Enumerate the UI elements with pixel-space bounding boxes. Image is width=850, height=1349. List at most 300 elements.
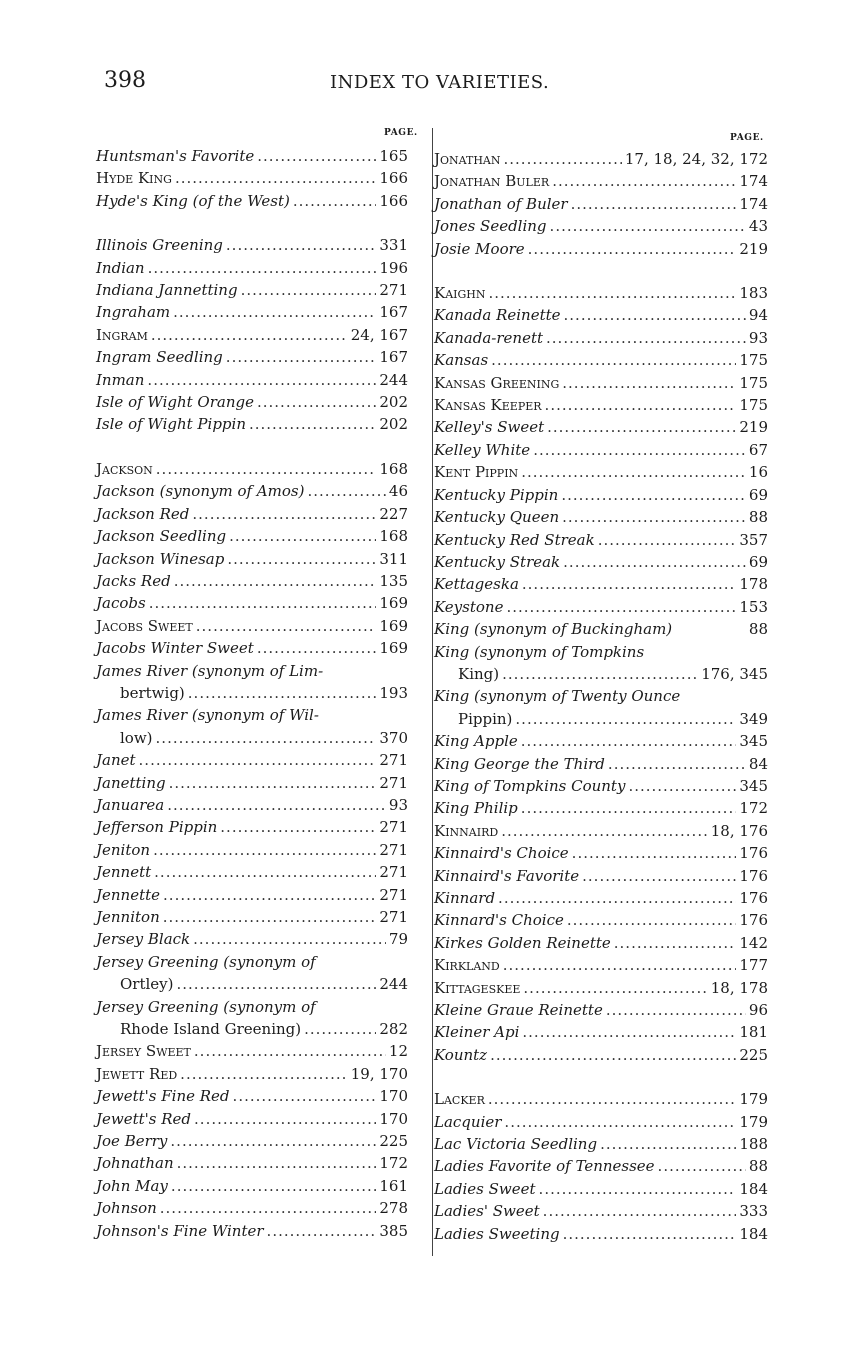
entry-page: 202 <box>379 393 408 412</box>
entry-page: 175 <box>739 373 768 392</box>
entry-name: Kentucky Streak <box>434 552 561 571</box>
entry-name: Kansas <box>434 351 489 370</box>
entry-name: Janet <box>96 751 136 770</box>
entry-name: Kinnaird <box>434 821 499 840</box>
index-entry <box>434 820 768 842</box>
dot-leader <box>170 1130 376 1152</box>
entry-name: Johnson <box>96 1199 157 1218</box>
index-entry <box>434 618 768 640</box>
index-entry <box>96 682 408 704</box>
dot-leader <box>515 708 736 730</box>
index-entry <box>434 394 768 416</box>
entry-name: Kinnaird's Choice <box>434 844 569 863</box>
index-entry <box>434 708 768 730</box>
dot-leader <box>522 573 736 595</box>
entry-page: 166 <box>379 169 408 188</box>
dot-leader <box>503 954 737 976</box>
dot-leader <box>528 238 737 260</box>
index-entry <box>96 772 408 794</box>
entry-page: 175 <box>739 351 768 370</box>
index-entry <box>434 663 768 685</box>
dot-leader <box>522 1021 736 1043</box>
index-entry <box>434 887 768 909</box>
dot-leader <box>192 503 376 525</box>
entry-name: Kettageska <box>434 575 519 594</box>
entry-page: 18, 178 <box>710 978 768 997</box>
entry-page: 181 <box>739 1023 768 1042</box>
index-entry <box>434 954 768 976</box>
entry-name: Jonathan <box>434 150 501 168</box>
dot-leader <box>139 749 377 771</box>
entry-page: 43 <box>748 217 768 236</box>
index-entry <box>434 349 768 371</box>
entry-name: Jacobs <box>96 594 146 613</box>
entry-name: Ingraham <box>96 303 171 322</box>
entry-name: Januarea <box>96 795 165 814</box>
entry-page: 271 <box>379 908 408 926</box>
entry-name: Kleine Graue Reinette <box>434 1001 603 1020</box>
entry-name: Jackson Winesap <box>96 549 225 568</box>
dot-leader <box>563 551 746 573</box>
entry-page: 176 <box>739 844 768 863</box>
dot-leader <box>608 753 746 775</box>
entry-page: 331 <box>379 236 408 255</box>
index-entry <box>96 1040 408 1062</box>
index-entry <box>434 1021 768 1043</box>
entry-name: Inman <box>96 370 145 389</box>
entry-page: 184 <box>739 1179 768 1198</box>
dot-leader <box>572 842 737 864</box>
entry-name: Joe Berry <box>96 1132 168 1151</box>
entry-page: 18, 176 <box>710 821 768 840</box>
entry-name: Jackson Seedling <box>96 527 227 546</box>
entry-name: Rhode Island Greening) <box>120 1020 302 1039</box>
entry-page: 219 <box>739 239 768 258</box>
index-entry <box>96 1018 408 1040</box>
entry-name: Josie Moore <box>434 239 525 258</box>
entry-page: 271 <box>379 281 408 300</box>
index-entry <box>434 730 768 752</box>
entry-page: 174 <box>739 194 768 213</box>
index-entry <box>96 301 408 323</box>
entry-name: Isle of Wight Pippin <box>96 415 246 434</box>
dot-leader <box>539 1178 737 1200</box>
dot-leader <box>498 887 736 909</box>
index-entry <box>434 148 768 170</box>
index-entry <box>96 839 408 861</box>
dot-leader <box>521 461 746 483</box>
entry-name: Kountz <box>434 1045 488 1064</box>
entry-page: 345 <box>739 776 768 795</box>
index-entry <box>434 529 768 551</box>
entry-name: Ladies Favorite of Tennessee <box>434 1157 655 1176</box>
entry-name: King (synonym of Tompkins <box>434 642 645 661</box>
entry-page: 12 <box>388 1042 408 1061</box>
entry-page: 271 <box>379 818 408 837</box>
entry-page: 345 <box>739 732 768 751</box>
entry-name: Kittageskee <box>434 978 521 997</box>
entry-name: Kelley White <box>434 440 531 459</box>
dot-leader <box>154 861 376 883</box>
dot-leader <box>227 548 376 570</box>
index-entry <box>434 865 768 887</box>
index-entry <box>96 615 408 637</box>
entry-name: James River (synonym of Lim- <box>96 661 324 680</box>
index-entry <box>434 932 768 954</box>
dot-leader <box>156 458 377 480</box>
dot-leader <box>506 596 736 618</box>
entry-name: King (synonym of Twenty Ounce <box>434 687 681 706</box>
entry-name: Jersey Sweet <box>96 1042 191 1061</box>
index-entry <box>434 999 768 1021</box>
index-entry <box>96 145 408 167</box>
entry-page: 165 <box>379 147 408 165</box>
entry-name: King George the Third <box>434 754 605 773</box>
entry-page: 172 <box>379 1154 408 1173</box>
entry-name: Kinnard's Choice <box>434 911 564 930</box>
entry-page: 179 <box>739 1090 768 1109</box>
entry-name: Hyde's King (of the West) <box>96 191 290 210</box>
entry-page: 88 <box>748 1157 768 1176</box>
entry-page: 311 <box>379 549 408 568</box>
entry-page: 183 <box>739 284 768 303</box>
entry-name: Ladies' Sweet <box>434 1202 540 1221</box>
dot-leader <box>614 932 737 954</box>
index-entry <box>96 369 408 391</box>
entry-name: Kentucky Pippin <box>434 485 559 504</box>
entry-page: 385 <box>379 1221 408 1240</box>
dot-leader <box>547 416 736 438</box>
index-entry <box>96 704 408 726</box>
dot-leader <box>226 234 376 256</box>
index-entry <box>96 973 408 995</box>
section-gap <box>434 1066 768 1088</box>
dot-leader <box>148 257 377 279</box>
dot-leader <box>658 1155 746 1177</box>
entry-name: Jones Seedling <box>434 217 547 236</box>
entry-name: Jewett's Fine Red <box>96 1087 230 1106</box>
index-entry <box>96 1152 408 1174</box>
entry-name: Kansas Keeper <box>434 396 542 415</box>
index-entry <box>434 304 768 326</box>
entry-page: 19, 170 <box>350 1064 408 1083</box>
entry-page: 69 <box>748 485 768 504</box>
index-entry <box>434 1223 768 1245</box>
dot-leader <box>174 570 377 592</box>
entry-name: Ladies Sweet <box>434 1179 536 1198</box>
index-entry <box>434 685 768 707</box>
index-entry <box>434 1111 768 1133</box>
index-entry <box>96 480 408 502</box>
entry-page: 167 <box>379 303 408 322</box>
dot-leader <box>571 193 737 215</box>
index-entry <box>96 951 408 973</box>
entry-page: 170 <box>379 1109 408 1128</box>
index-entry <box>434 1133 768 1155</box>
dot-leader <box>169 772 377 794</box>
index-entry <box>434 1044 768 1066</box>
dot-leader <box>171 1175 376 1197</box>
index-entry <box>434 372 768 394</box>
index-entry <box>96 906 408 928</box>
entry-name: Hyde King <box>96 169 172 188</box>
dot-leader <box>523 977 707 999</box>
entry-name: Ladies Sweeting <box>434 1224 560 1243</box>
entry-name: King (synonym of Buckingham) <box>434 620 673 639</box>
index-entry <box>434 753 768 775</box>
dot-leader <box>177 1152 377 1174</box>
dot-leader <box>257 637 377 659</box>
entry-name: Jacobs Sweet <box>96 616 193 635</box>
index-entry <box>434 416 768 438</box>
index-entry <box>96 503 408 525</box>
dot-leader <box>562 506 746 528</box>
index-entry <box>96 861 408 883</box>
entry-page: 96 <box>748 1001 768 1020</box>
dot-leader <box>606 999 746 1021</box>
entry-name: Jersey Greening (synonym of <box>96 997 316 1016</box>
entry-name: Kanada Reinette <box>434 306 561 325</box>
index-entry <box>96 346 408 368</box>
entry-name: Keystone <box>434 597 504 616</box>
entry-name: Jersey Black <box>96 930 191 949</box>
entry-name: Johnathan <box>96 1154 174 1173</box>
entry-page: 176 <box>739 911 768 930</box>
entry-page: 244 <box>379 975 408 994</box>
index-entry <box>96 1197 408 1219</box>
dot-leader <box>233 1085 377 1107</box>
dot-leader <box>267 1220 377 1242</box>
entry-page: 142 <box>739 933 768 952</box>
dot-leader <box>501 820 708 842</box>
entry-page: 225 <box>379 1132 408 1151</box>
index-column-right <box>434 148 768 1245</box>
dot-leader <box>598 529 737 551</box>
entry-page: 93 <box>748 328 768 347</box>
index-entry <box>96 592 408 614</box>
entry-name: Jennette <box>96 885 161 904</box>
entry-page: 16 <box>748 463 768 482</box>
dot-leader <box>582 865 736 887</box>
dot-leader <box>489 282 737 304</box>
entry-page: 69 <box>748 552 768 571</box>
entry-name: Kent Pippin <box>434 463 519 482</box>
entry-name: Jackson Red <box>96 504 190 523</box>
entry-name: Jeniton <box>96 840 151 859</box>
dot-leader <box>147 369 376 391</box>
dot-leader <box>156 727 377 749</box>
dot-leader <box>562 372 736 394</box>
index-entry <box>96 637 408 659</box>
dot-leader <box>175 167 376 189</box>
entry-page: 161 <box>379 1176 408 1195</box>
dot-leader <box>188 682 377 704</box>
entry-name: James River (synonym of Wil- <box>96 706 319 725</box>
index-entry <box>434 238 768 260</box>
entry-page: 84 <box>748 754 768 773</box>
entry-page: 24, 167 <box>350 325 408 344</box>
entry-name: Kirkland <box>434 956 500 975</box>
entry-name: Jackson <box>96 459 153 478</box>
entry-name: bertwig) <box>120 683 185 702</box>
entry-page: 169 <box>379 594 408 613</box>
entry-page: 227 <box>379 504 408 523</box>
entry-page: 178 <box>739 575 768 594</box>
page-label-left: PAGE. <box>384 128 418 138</box>
entry-name: Jersey Greening (synonym of <box>96 952 316 971</box>
entry-name: Ingram <box>96 325 148 344</box>
entry-name: Kleiner Api <box>434 1023 520 1042</box>
index-entry <box>434 797 768 819</box>
dot-leader <box>504 148 622 170</box>
entry-name: Kelley's Sweet <box>434 418 545 437</box>
entry-name: Jefferson Pippin <box>96 818 218 837</box>
index-entry <box>96 1130 408 1152</box>
entry-name: Jewett Red <box>96 1064 178 1083</box>
entry-name: Kentucky Red Streak <box>434 530 595 549</box>
entry-page: 196 <box>379 258 408 277</box>
index-entry <box>96 1108 408 1130</box>
dot-leader <box>241 279 377 301</box>
dot-leader <box>533 439 746 461</box>
dot-leader <box>149 592 377 614</box>
index-entry <box>434 977 768 999</box>
entry-page: 174 <box>739 172 768 191</box>
dot-leader <box>521 730 737 752</box>
entry-page: 67 <box>748 440 768 459</box>
dot-leader <box>194 1040 386 1062</box>
entry-page: 349 <box>739 709 768 728</box>
index-entry <box>434 170 768 192</box>
index-entry <box>434 193 768 215</box>
dot-leader <box>561 484 746 506</box>
index-entry <box>96 413 408 435</box>
index-entry <box>434 461 768 483</box>
index-entry <box>96 1220 408 1242</box>
dot-leader <box>151 324 348 346</box>
entry-name: King Apple <box>434 732 518 751</box>
entry-name: low) <box>120 728 153 747</box>
entry-page: 219 <box>739 418 768 437</box>
dot-leader <box>220 816 376 838</box>
index-entry <box>96 816 408 838</box>
index-entry <box>96 570 408 592</box>
dot-leader <box>628 775 736 797</box>
entry-name: Jenniton <box>96 908 160 926</box>
entry-name: Pippin) <box>458 709 513 728</box>
entry-name: Kaighn <box>434 284 486 303</box>
index-entry <box>96 996 408 1018</box>
index-entry <box>96 324 408 346</box>
index-entry <box>434 551 768 573</box>
dot-leader <box>163 884 376 906</box>
index-entry <box>434 1088 768 1110</box>
entry-page: 176 <box>739 866 768 885</box>
entry-name: Indiana Jannetting <box>96 281 238 300</box>
dot-leader <box>563 1223 737 1245</box>
index-entry <box>434 327 768 349</box>
dot-leader <box>153 839 376 861</box>
dot-leader <box>502 663 698 685</box>
entry-page: 271 <box>379 751 408 770</box>
dot-leader <box>173 301 376 323</box>
index-entry <box>434 484 768 506</box>
dot-leader <box>193 928 386 950</box>
section-gap <box>96 436 408 458</box>
entry-name: Kentucky Queen <box>434 508 560 527</box>
entry-page: 333 <box>739 1202 768 1221</box>
entry-name: Ingram Seedling <box>96 348 223 367</box>
dot-leader <box>546 327 746 349</box>
dot-leader <box>550 215 746 237</box>
dot-leader <box>545 394 737 416</box>
entry-page: 169 <box>379 639 408 658</box>
dot-leader <box>180 1063 348 1085</box>
entry-name: Janetting <box>96 773 166 792</box>
entry-page: 176, 345 <box>701 664 768 683</box>
entry-page: 17, 18, 24, 32, 172 <box>624 150 768 168</box>
entry-page: 88 <box>748 620 768 639</box>
entry-name: Kansas Greening <box>434 373 560 392</box>
entry-page: 168 <box>379 527 408 546</box>
entry-name: Johnson's Fine Winter <box>96 1221 264 1240</box>
entry-name: Jackson (synonym of Amos) <box>96 482 305 501</box>
dot-leader <box>307 480 385 502</box>
dot-leader <box>504 1111 736 1133</box>
entry-name: Illinois Greening <box>96 236 223 255</box>
entry-page: 202 <box>379 415 408 434</box>
running-head: INDEX TO VARIETIES. <box>330 72 550 93</box>
dot-leader <box>293 190 377 212</box>
entry-page: 282 <box>379 1020 408 1039</box>
dot-leader <box>257 391 376 413</box>
dot-leader <box>521 797 737 819</box>
entry-name: King) <box>458 664 500 683</box>
entry-page: 278 <box>379 1199 408 1218</box>
entry-name: Jennett <box>96 863 152 882</box>
index-entry <box>96 234 408 256</box>
entry-page: 167 <box>379 348 408 367</box>
index-entry <box>96 1085 408 1107</box>
index-entry <box>96 391 408 413</box>
entry-name: Jewett's Red <box>96 1109 192 1128</box>
index-entry <box>434 215 768 237</box>
dot-leader <box>488 1088 737 1110</box>
index-entry <box>434 506 768 528</box>
dot-leader <box>304 1018 376 1040</box>
index-entry <box>434 909 768 931</box>
entry-page: 271 <box>379 773 408 792</box>
entry-name: Jacks Red <box>96 571 171 590</box>
index-entry <box>96 884 408 906</box>
dot-leader <box>249 413 376 435</box>
index-entry <box>434 1200 768 1222</box>
entry-name: Jonathan Buler <box>434 172 550 191</box>
dot-leader <box>194 1108 376 1130</box>
column-divider <box>432 128 433 1256</box>
entry-page: 79 <box>388 930 408 949</box>
entry-page: 244 <box>379 370 408 389</box>
dot-leader <box>491 349 736 371</box>
entry-name: Kirkes Golden Reinette <box>434 933 611 952</box>
entry-page: 168 <box>379 459 408 478</box>
entry-page: 176 <box>739 889 768 907</box>
index-entry <box>434 573 768 595</box>
dot-leader <box>257 145 376 167</box>
index-entry <box>434 282 768 304</box>
dot-leader <box>177 973 377 995</box>
entry-page: 271 <box>379 863 408 882</box>
